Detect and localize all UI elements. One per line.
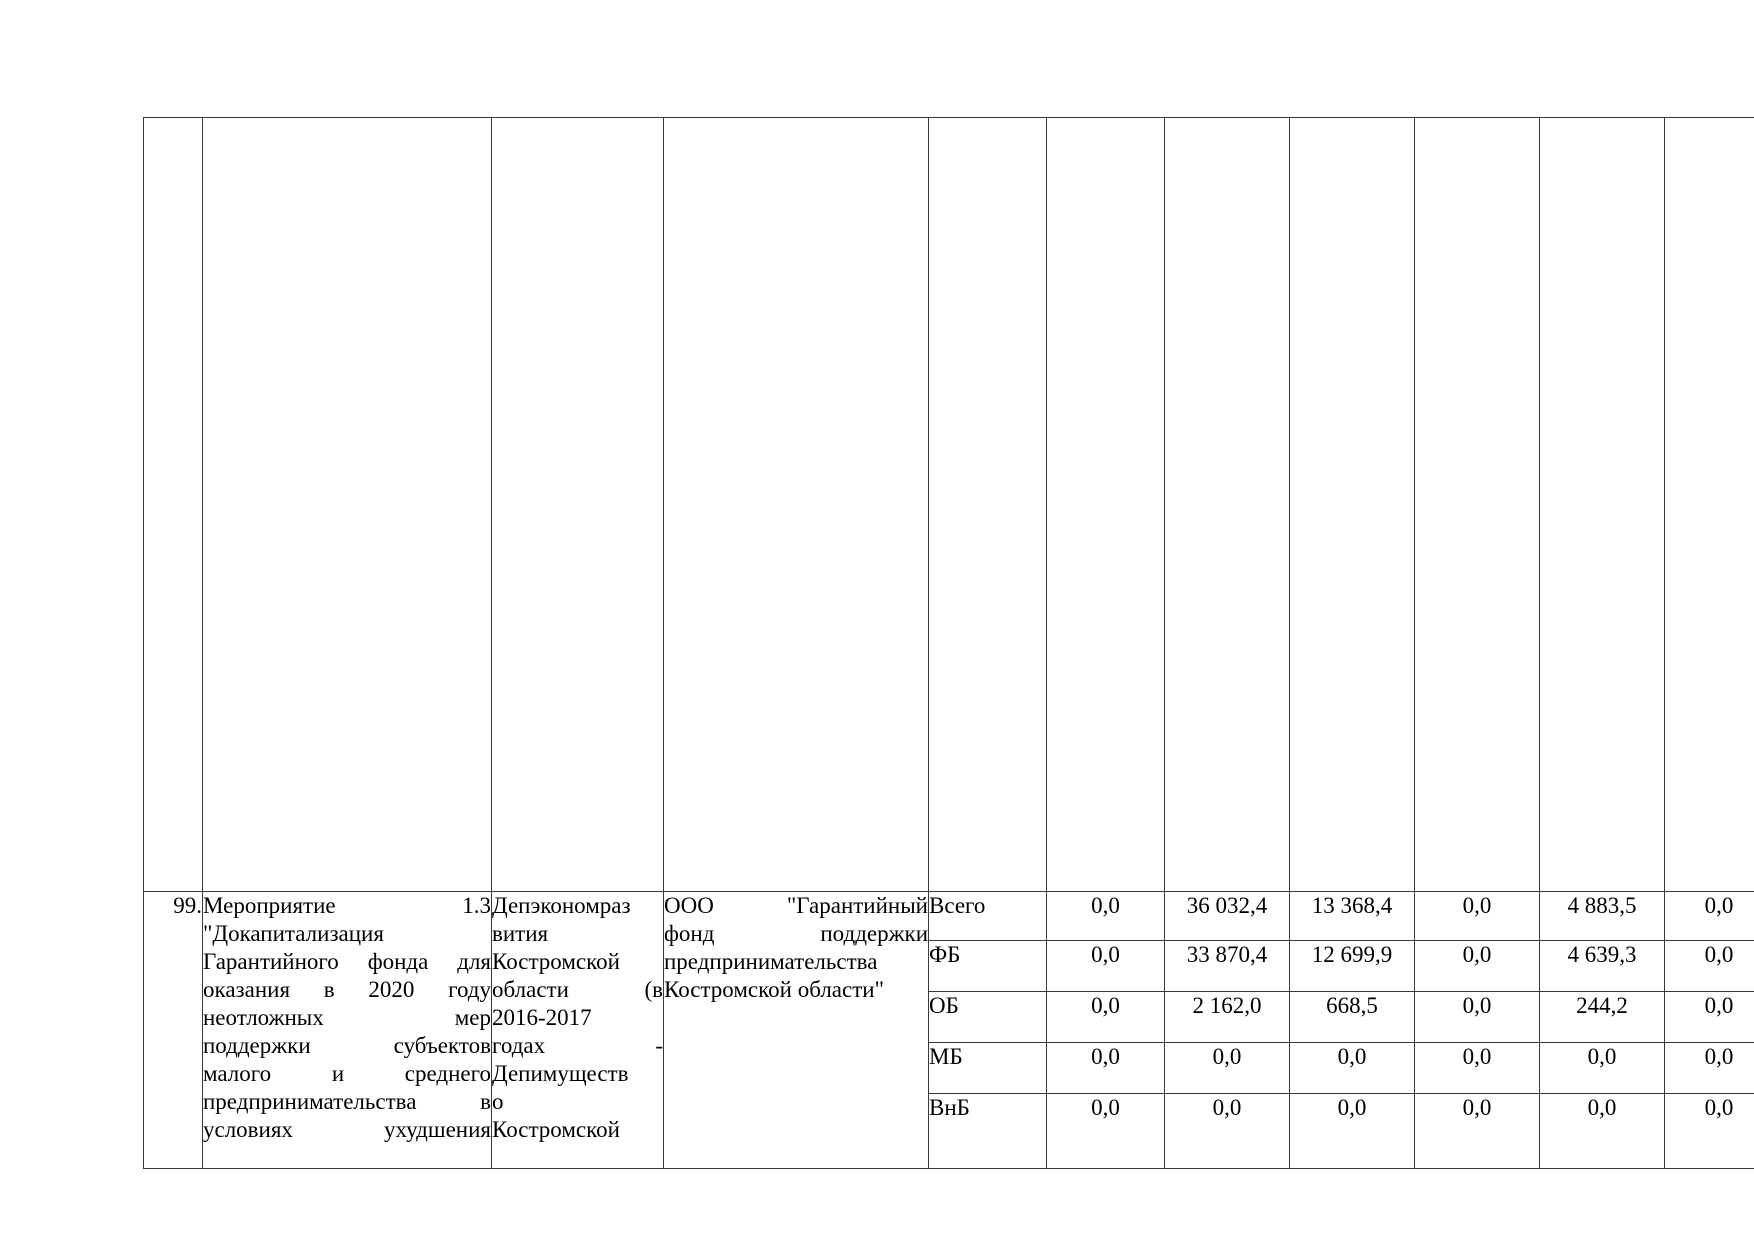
funding-value: 0,0 <box>1290 1043 1415 1094</box>
funding-value: 668,5 <box>1290 992 1415 1043</box>
funding-value: 0,0 <box>1665 1043 1754 1094</box>
blank-cell <box>929 118 1047 892</box>
funding-value: 4 639,3 <box>1540 941 1665 992</box>
funding-value: 2 162,0 <box>1165 992 1290 1043</box>
funding-source-label: Всего <box>929 892 1047 941</box>
funding-value: 0,0 <box>1665 892 1754 941</box>
blank-cell <box>1165 118 1290 892</box>
funding-value: 0,0 <box>1047 1094 1165 1169</box>
funding-source-label: ФБ <box>929 941 1047 992</box>
blank-cell <box>664 118 929 892</box>
funding-value: 13 368,4 <box>1290 892 1415 941</box>
funding-value: 0,0 <box>1047 892 1165 941</box>
funding-value: 0,0 <box>1047 1043 1165 1094</box>
funding-value: 0,0 <box>1415 892 1540 941</box>
funding-value: 244,2 <box>1540 992 1665 1043</box>
funding-value: 0,0 <box>1415 1094 1540 1169</box>
blank-cell <box>1047 118 1165 892</box>
funding-value: 33 870,4 <box>1165 941 1290 992</box>
funding-value: 0,0 <box>1415 941 1540 992</box>
funding-value: 0,0 <box>1540 1043 1665 1094</box>
funding-source-label: ОБ <box>929 992 1047 1043</box>
funding-value: 0,0 <box>1540 1094 1665 1169</box>
event-description: Мероприятие 1.3 "Докапитализация Гарантийного фонда для оказания в 2020 году неотложных мер поддержки субъектов малого и среднего предпринимательства в условиях ухудшения <box>203 892 492 1169</box>
blank-cell <box>144 118 203 892</box>
funding-value: 0,0 <box>1665 992 1754 1043</box>
funding-value: 0,0 <box>1165 1094 1290 1169</box>
funding-value: 0,0 <box>1415 1043 1540 1094</box>
blank-cell <box>492 118 664 892</box>
funding-source-label: ВнБ <box>929 1094 1047 1169</box>
responsible-department: Депэкономраз вития Костромской области (в 2016-2017 годах - Депимуществ о Костромской <box>492 892 664 1169</box>
row-number: 99. <box>144 892 203 1169</box>
funding-value: 0,0 <box>1415 992 1540 1043</box>
blank-cell <box>1290 118 1415 892</box>
funding-value: 4 883,5 <box>1540 892 1665 941</box>
funding-value: 36 032,4 <box>1165 892 1290 941</box>
funding-value: 0,0 <box>1665 1094 1754 1169</box>
blank-continuation-row <box>144 118 1754 892</box>
funding-source-label: МБ <box>929 1043 1047 1094</box>
funding-value: 0,0 <box>1047 941 1165 992</box>
funding-value: 0,0 <box>1665 941 1754 992</box>
blank-cell <box>1540 118 1665 892</box>
blank-cell <box>1415 118 1540 892</box>
funding-value: 0,0 <box>1290 1094 1415 1169</box>
funding-row-total <box>144 892 1754 941</box>
funding-value: 12 699,9 <box>1290 941 1415 992</box>
budget-table <box>143 117 1754 1169</box>
blank-cell <box>203 118 492 892</box>
executor: ООО "Гарантийный фонд поддержки предпринимательства Костромской области" <box>664 892 929 1169</box>
funding-value: 0,0 <box>1047 992 1165 1043</box>
funding-value: 0,0 <box>1165 1043 1290 1094</box>
blank-cell <box>1665 118 1754 892</box>
